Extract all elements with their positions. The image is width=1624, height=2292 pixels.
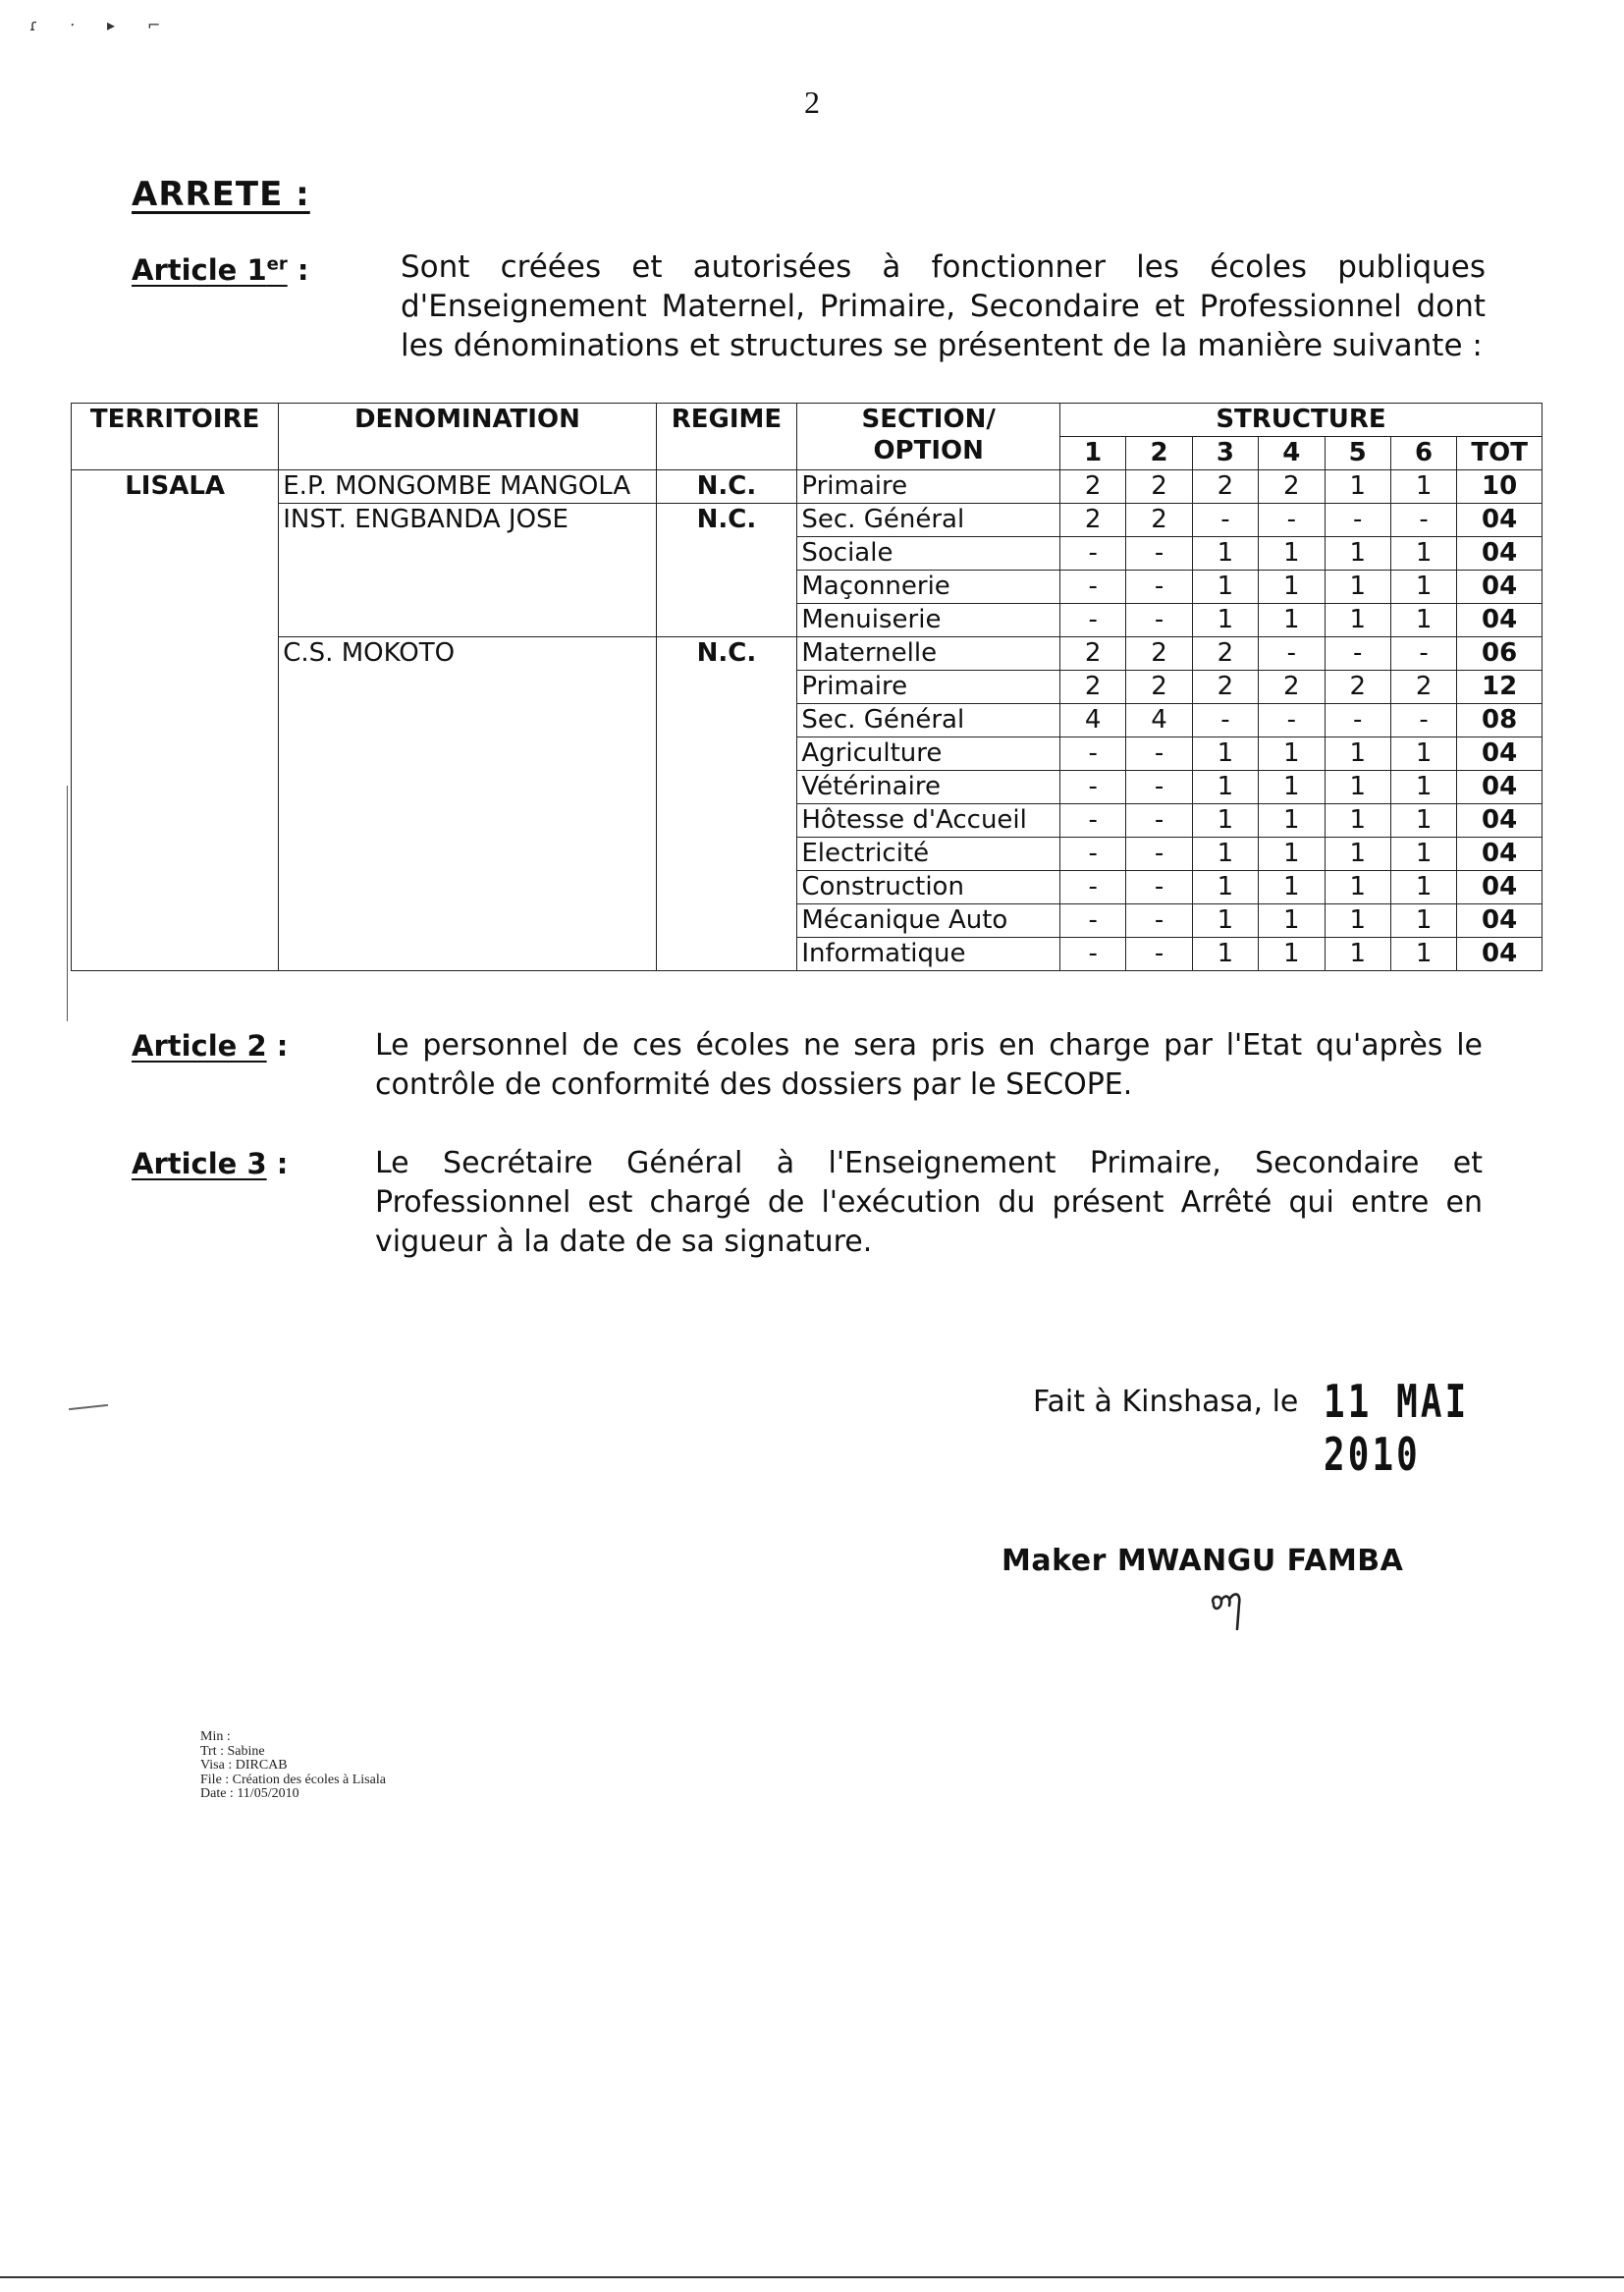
cell-territoire: LISALA: [72, 470, 279, 971]
cell-year-5: 1: [1325, 537, 1390, 571]
article-2-label: [132, 1029, 288, 1063]
cell-total: 06: [1457, 637, 1543, 671]
cell-year-6: 1: [1390, 804, 1456, 838]
cell-total: 04: [1457, 571, 1543, 604]
cell-year-3: 1: [1192, 804, 1258, 838]
cell-year-5: 1: [1325, 938, 1390, 971]
cell-year-6: 1: [1390, 871, 1456, 904]
header-regime: REGIME: [656, 404, 797, 470]
cell-option: Primaire: [797, 470, 1060, 504]
cell-option: Mécanique Auto: [797, 904, 1060, 938]
cell-denomination: INST. ENGBANDA JOSE: [279, 504, 656, 637]
table-row: [72, 504, 1543, 537]
cell-year-1: -: [1059, 771, 1125, 804]
cell-option: Maternelle: [797, 637, 1060, 671]
cell-year-3: 2: [1192, 637, 1258, 671]
header-section-line1: SECTION/: [861, 405, 996, 434]
cell-total: 04: [1457, 904, 1543, 938]
cell-year-3: 1: [1192, 737, 1258, 771]
cell-regime: N.C.: [656, 637, 797, 971]
cell-year-3: 1: [1192, 537, 1258, 571]
cell-year-3: 1: [1192, 838, 1258, 871]
cell-year-4: 1: [1259, 871, 1325, 904]
cell-year-6: 1: [1390, 838, 1456, 871]
bottom-rule: [0, 2276, 1624, 2278]
cell-total: 12: [1457, 671, 1543, 704]
cell-year-5: 1: [1325, 904, 1390, 938]
header-col-6: 6: [1390, 437, 1456, 470]
header-col-3: 3: [1192, 437, 1258, 470]
cell-option: Electricité: [797, 838, 1060, 871]
cell-option: Vétérinaire: [797, 771, 1060, 804]
cell-year-6: 1: [1390, 470, 1456, 504]
cell-option: Maçonnerie: [797, 571, 1060, 604]
note-line-date: Date : 11/05/2010: [200, 1786, 299, 1801]
cell-option: Sec. Général: [797, 704, 1060, 737]
cell-year-2: -: [1126, 737, 1192, 771]
cell-year-5: 1: [1325, 571, 1390, 604]
article-2-text: Le personnel de ces écoles ne sera pris en charge par l'Etat qu'après le contrôle de conformité des dossiers par le SECOPE.: [375, 1028, 1483, 1102]
cell-year-4: -: [1259, 704, 1325, 737]
cell-total: 04: [1457, 938, 1543, 971]
cell-year-1: -: [1059, 871, 1125, 904]
note-line-trt: Trt : Sabine: [200, 1743, 265, 1759]
article-1-text: Sont créées et autorisées à fonctionner les écoles publiques d'Enseignement Maternel, Primaire, Secondaire et Professionnel dont les dénominations et structures se présentent de la manière suivante :: [401, 249, 1486, 363]
cell-year-1: -: [1059, 571, 1125, 604]
cell-option: Sociale: [797, 537, 1060, 571]
cell-year-4: 1: [1259, 804, 1325, 838]
cell-year-4: 1: [1259, 571, 1325, 604]
article-1-colon: :: [287, 253, 309, 287]
signatory-name: Maker MWANGU FAMBA: [1001, 1544, 1404, 1578]
cell-total: 04: [1457, 838, 1543, 871]
place-date-label: Fait à Kinshasa, le: [1033, 1385, 1299, 1419]
cell-total: 08: [1457, 704, 1543, 737]
cell-year-6: 1: [1390, 537, 1456, 571]
cell-year-5: -: [1325, 704, 1390, 737]
scan-margin-tick: [69, 1404, 108, 1410]
cell-year-2: 2: [1126, 504, 1192, 537]
cell-total: 04: [1457, 804, 1543, 838]
cell-total: 04: [1457, 871, 1543, 904]
cell-year-6: 1: [1390, 771, 1456, 804]
cell-year-4: 1: [1259, 771, 1325, 804]
cell-year-1: 4: [1059, 704, 1125, 737]
cell-option: Informatique: [797, 938, 1060, 971]
cell-year-2: -: [1126, 838, 1192, 871]
header-col-1: 1: [1059, 437, 1125, 470]
cell-year-5: 2: [1325, 671, 1390, 704]
cell-option: Agriculture: [797, 737, 1060, 771]
page-number: 2: [804, 84, 820, 120]
article-3-label-text: Article 3: [132, 1147, 267, 1180]
cell-year-6: -: [1390, 637, 1456, 671]
cell-year-4: 2: [1259, 671, 1325, 704]
cell-year-5: 1: [1325, 838, 1390, 871]
cell-year-6: 2: [1390, 671, 1456, 704]
cell-year-1: -: [1059, 537, 1125, 571]
header-col-4: 4: [1259, 437, 1325, 470]
cell-year-2: -: [1126, 604, 1192, 637]
cell-year-6: -: [1390, 504, 1456, 537]
article-1-label-text: Article 1: [132, 253, 267, 287]
scan-margin-mark: [67, 786, 81, 1021]
cell-total: 04: [1457, 771, 1543, 804]
article-1-label-sup: er: [266, 253, 288, 275]
cell-total: 04: [1457, 737, 1543, 771]
article-1-label: [132, 253, 308, 287]
cell-year-6: 1: [1390, 938, 1456, 971]
note-line-visa: Visa : DIRCAB: [200, 1758, 288, 1773]
cell-year-4: 1: [1259, 838, 1325, 871]
cell-year-4: -: [1259, 504, 1325, 537]
cell-year-1: 2: [1059, 671, 1125, 704]
cell-year-6: 1: [1390, 604, 1456, 637]
cell-year-6: 1: [1390, 904, 1456, 938]
cell-year-3: 1: [1192, 571, 1258, 604]
cell-year-3: -: [1192, 504, 1258, 537]
cell-option: Construction: [797, 871, 1060, 904]
cell-year-3: 1: [1192, 871, 1258, 904]
cell-year-3: 2: [1192, 671, 1258, 704]
cell-year-5: -: [1325, 637, 1390, 671]
cell-year-1: 2: [1059, 637, 1125, 671]
cell-year-6: 1: [1390, 737, 1456, 771]
cell-total: 10: [1457, 470, 1543, 504]
article-3-colon: :: [266, 1147, 289, 1180]
cell-year-5: 1: [1325, 737, 1390, 771]
cell-year-1: -: [1059, 838, 1125, 871]
cell-year-1: -: [1059, 737, 1125, 771]
cell-year-2: -: [1126, 804, 1192, 838]
article-2-colon: :: [266, 1029, 289, 1063]
cell-year-1: -: [1059, 804, 1125, 838]
schools-structure-table: [71, 403, 1543, 971]
cell-option: Sec. Général: [797, 504, 1060, 537]
header-col-5: 5: [1325, 437, 1390, 470]
cell-year-3: 1: [1192, 904, 1258, 938]
article-2-label-text: Article 2: [132, 1029, 267, 1063]
table-body: [72, 470, 1543, 971]
cell-year-2: -: [1126, 871, 1192, 904]
header-territoire: TERRITOIRE: [72, 404, 279, 470]
cell-year-4: 1: [1259, 737, 1325, 771]
cell-option: Menuiserie: [797, 604, 1060, 637]
cell-year-2: 4: [1126, 704, 1192, 737]
handwritten-signature: [1208, 1586, 1267, 1645]
table-header-row: [72, 404, 1543, 437]
cell-year-3: 1: [1192, 604, 1258, 637]
cell-year-5: -: [1325, 504, 1390, 537]
scan-marks: ɾ ⸱ ▸ ⌐: [29, 16, 175, 34]
cell-year-3: -: [1192, 704, 1258, 737]
cell-year-2: -: [1126, 571, 1192, 604]
cell-year-3: 1: [1192, 938, 1258, 971]
cell-year-4: -: [1259, 637, 1325, 671]
cell-year-5: 1: [1325, 470, 1390, 504]
file-reference-note: [200, 1730, 386, 1802]
cell-year-2: -: [1126, 938, 1192, 971]
cell-year-6: 1: [1390, 571, 1456, 604]
header-col-2: 2: [1126, 437, 1192, 470]
cell-year-4: 1: [1259, 604, 1325, 637]
cell-year-3: 2: [1192, 470, 1258, 504]
header-section-line2: OPTION: [873, 436, 984, 465]
cell-year-2: 2: [1126, 671, 1192, 704]
cell-year-4: 1: [1259, 537, 1325, 571]
cell-year-2: -: [1126, 771, 1192, 804]
stamped-date: 11 MAI 2010: [1324, 1375, 1470, 1481]
cell-year-4: 1: [1259, 904, 1325, 938]
cell-year-1: -: [1059, 938, 1125, 971]
cell-year-2: -: [1126, 537, 1192, 571]
cell-year-2: 2: [1126, 637, 1192, 671]
cell-total: 04: [1457, 504, 1543, 537]
article-3-label: [132, 1147, 288, 1180]
decree-heading: ARRETE :: [132, 175, 310, 214]
cell-year-1: 2: [1059, 504, 1125, 537]
cell-option: Primaire: [797, 671, 1060, 704]
header-col-tot: TOT: [1457, 437, 1543, 470]
cell-total: 04: [1457, 537, 1543, 571]
note-line-min: Min :: [200, 1729, 231, 1744]
cell-denomination: C.S. MOKOTO: [279, 637, 656, 971]
header-structure: STRUCTURE: [1059, 404, 1542, 437]
cell-year-5: 1: [1325, 871, 1390, 904]
cell-year-1: 2: [1059, 470, 1125, 504]
cell-denomination: E.P. MONGOMBE MANGOLA: [279, 470, 656, 504]
cell-year-4: 1: [1259, 938, 1325, 971]
header-section-option: [797, 404, 1060, 470]
cell-year-4: 2: [1259, 470, 1325, 504]
table-row: [72, 637, 1543, 671]
article-3-text: Le Secrétaire Général à l'Enseignement Primaire, Secondaire et Professionnel est chargé de l'exécution du présent Arrêté qui entre en vigueur à la date de sa signature.: [375, 1146, 1483, 1259]
table-row: [72, 470, 1543, 504]
cell-total: 04: [1457, 604, 1543, 637]
cell-year-1: -: [1059, 604, 1125, 637]
cell-year-2: 2: [1126, 470, 1192, 504]
cell-year-5: 1: [1325, 771, 1390, 804]
cell-year-5: 1: [1325, 604, 1390, 637]
cell-year-2: -: [1126, 904, 1192, 938]
header-denomination: DENOMINATION: [279, 404, 656, 470]
cell-year-3: 1: [1192, 771, 1258, 804]
cell-regime: N.C.: [656, 470, 797, 504]
cell-year-6: -: [1390, 704, 1456, 737]
cell-year-1: -: [1059, 904, 1125, 938]
cell-regime: N.C.: [656, 504, 797, 637]
note-line-file: File : Création des écoles à Lisala: [200, 1772, 386, 1787]
cell-option: Hôtesse d'Accueil: [797, 804, 1060, 838]
cell-year-5: 1: [1325, 804, 1390, 838]
